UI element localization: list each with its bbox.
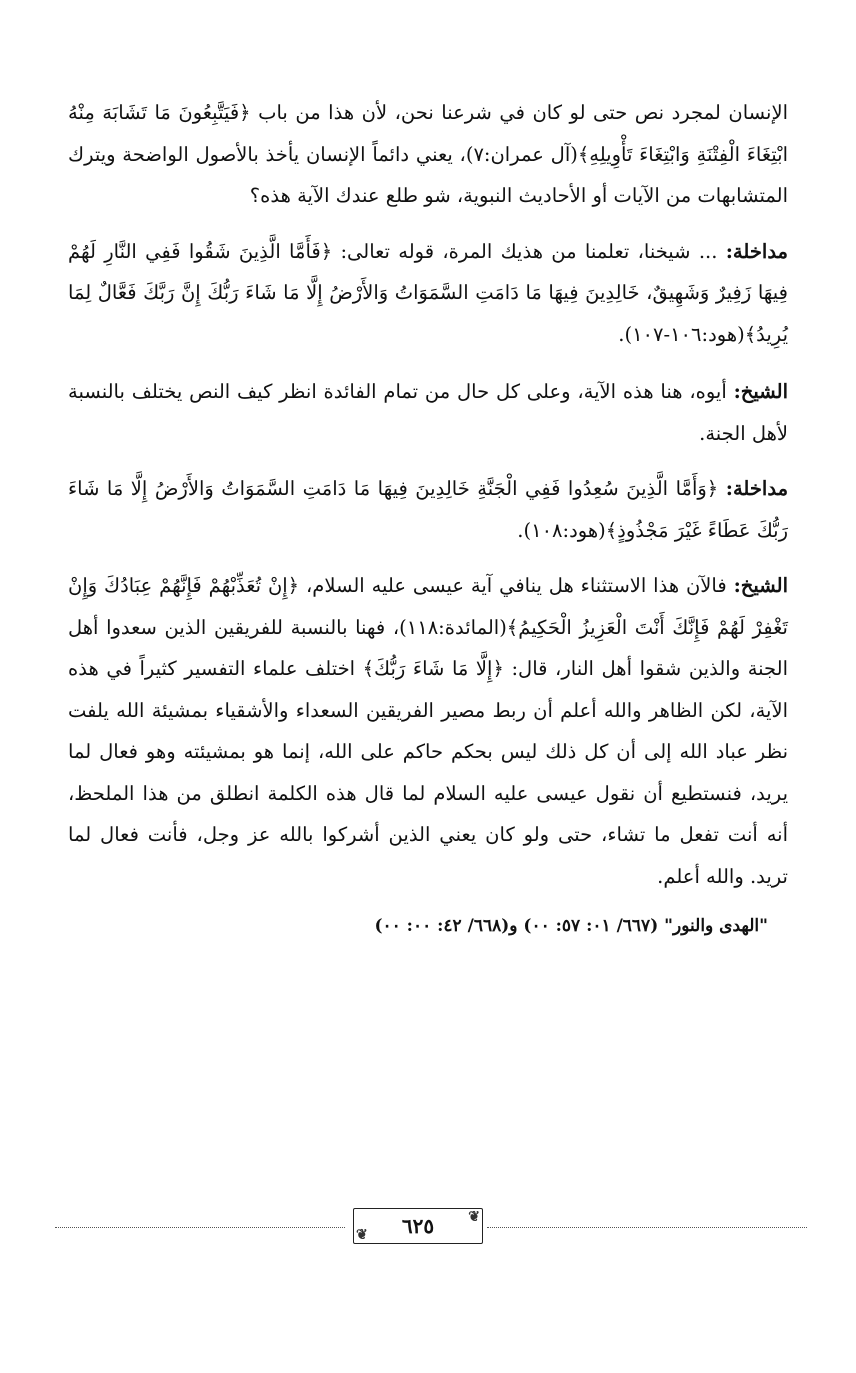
page-number-frame xyxy=(353,1208,483,1244)
paragraph-3 xyxy=(68,371,788,454)
speaker-label: الشيخ: xyxy=(733,380,788,403)
paragraph-5-text: فالآن هذا الاستثناء هل ينافي آية عيسى عليه السلام، ﴿إِنْ تُعَذِّبْهُمْ فَإِنَّهُمْ عِبَادُكَ وَإِنْ تَغْفِرْ لَهُمْ فَإِنَّكَ أَنْتَ الْعَزِيزُ الْحَكِيمُ﴾(المائدة:١١٨)، فهنا بالنسبة للفريقين الذين سعدوا أهل الجنة والذين شقوا أهل النار، قال: ﴿إِلَّا مَا شَاءَ رَبُّكَ﴾ اختلف علماء التفسير كثيراً في هذه الآية، لكن الظاهر والله أعلم أن ربط مصير الفريقين السعداء والأشقياء بمشيئة الله يلفت نظر عباد الله إلى أن كل ذلك ليس بحكم حاكم على الله، إنما هو بمشيئته وهو فعال لما يريد، فنستطيع أن نقول عيسى عليه السلام لما قال هذه الكلمة انطلق من هذا الملحظ، أنه أنت تفعل ما تشاء، حتى ولو كان يعني الذين أشركوا بالله عز وجل، فأنت فعال لما تريد. والله أعلم. xyxy=(68,574,788,888)
page-footer xyxy=(55,1208,807,1248)
page-body xyxy=(68,92,788,941)
page-number: ٦٢٥ xyxy=(401,1214,435,1238)
source-citation: "الهدى والنور" (٦٦٧/ ٠١: ٥٧: ٠٠) و(٦٦٨/ ٤٢: ٠٠: ٠٠) xyxy=(374,916,768,936)
footer-rule-right xyxy=(487,1227,807,1228)
paragraph-4 xyxy=(68,468,788,551)
paragraph-3-text: أيوه، هنا هذه الآية، وعلى كل حال من تمام الفائدة انظر كيف النص يختلف بالنسبة لأهل الجنة. xyxy=(68,380,788,445)
paragraph-2-text: ... شيخنا، تعلمنا من هذيك المرة، قوله تعالى: ﴿فَأَمَّا الَّذِينَ شَقُوا فَفِي النَّارِ لَهُمْ فِيهَا زَفِيرٌ وَشَهِيقٌ، خَالِدِينَ فِيهَا مَا دَامَتِ السَّمَوَاتُ وَالأَرْضُ إِلَّا مَا شَاءَ رَبُّكَ إِنَّ رَبَّكَ فَعَّالٌ لِمَا يُرِيدُ﴾(هود:١٠٦-١٠٧). xyxy=(68,239,788,346)
paragraph-4-text: ﴿وَأَمَّا الَّذِينَ سُعِدُوا فَفِي الْجَنَّةِ خَالِدِينَ فِيهَا مَا دَامَتِ السَّمَوَاتُ وَالأَرْضُ إِلَّا مَا شَاءَ رَبُّكَ عَطَاءً غَيْرَ مَجْذُوذٍ﴾(هود:١٠٨). xyxy=(68,477,788,542)
speaker-label: الشيخ: xyxy=(733,574,788,597)
paragraph-5 xyxy=(68,565,788,897)
paragraph-1-text: الإنسان لمجرد نص حتى لو كان في شرعنا نحن، لأن هذا من باب ﴿فَيَتَّبِعُونَ مَا تَشَابَهَ مِنْهُ ابْتِغَاءَ الْفِتْنَةِ وَابْتِغَاءَ تَأْوِيلِهِ﴾(آل عمران:٧)، يعني دائماً الإنسان يأخذ بالأصول الواضحة ويترك المتشابهات من الآيات أو الأحاديث النبوية، شو طلع عندك الآية هذه؟ xyxy=(68,101,788,207)
speaker-label: مداخلة: xyxy=(725,477,789,500)
paragraph-1 xyxy=(68,92,788,217)
paragraph-2 xyxy=(68,231,788,356)
ornament-icon: ❦ xyxy=(356,1227,368,1243)
ornament-icon: ❦ xyxy=(468,1209,480,1225)
footer-rule-left xyxy=(55,1227,345,1228)
speaker-label: مداخلة: xyxy=(725,239,788,263)
